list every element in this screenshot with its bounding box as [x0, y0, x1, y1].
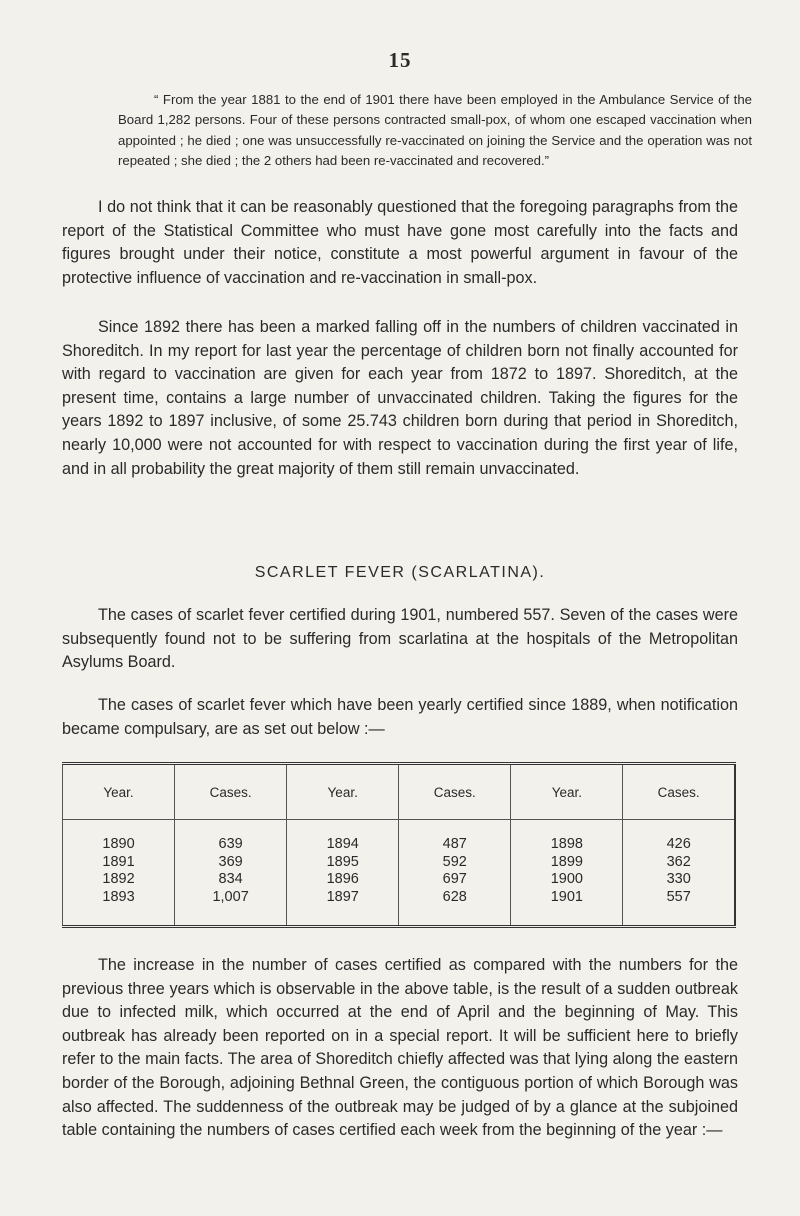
paragraph-cases-1901: The cases of scarlet fever certified during 1901, numbered 557. Seven of the cases were subsequently found not to be suffering from scarlatina at the hospitals of the Metropolitan Asylums Board.: [62, 606, 738, 672]
table-cell: 426: [666, 836, 691, 852]
table-cell: 369: [218, 853, 243, 870]
table-cell: 1891: [102, 853, 135, 870]
table-cell: 1894: [326, 836, 359, 852]
table-cell: 1898: [550, 836, 583, 852]
table-cell: 1892: [102, 871, 135, 887]
year-column: [287, 820, 399, 927]
page-number: 15: [388, 48, 412, 72]
header-year: Year.: [63, 764, 175, 820]
paragraph-vaccination-argument: I do not think that it can be reasonably questioned that the foregoing paragraphs from the report of the Statistical Committee who must have gone most carefully into the facts and figures brought under their notice, constitute a most powerful argument in favour of the protective influence of vaccination and re-vaccination in small-pox.: [62, 198, 738, 287]
table-cell: 1900: [550, 871, 583, 887]
header-cases: Cases.: [175, 764, 287, 820]
table-cell: 1895: [326, 853, 359, 870]
paragraph-outbreak-explanation: The increase in the number of cases certified as compared with the numbers for the previous three years which is observable in the above table, is the result of a sudden outbreak due to infected milk, which occurred at the end of April and the beginning of May. This outbreak has already been reported on in a special report. It will be sufficient here to briefly refer to the main facts. The area of Shoreditch chiefly affected was that lying along the eastern border of the Borough, adjoining Bethnal Green, the contiguous portion of which Borough was also affected. The suddenness of the outbreak may be judged of by a glance at the subjoined table containing the numbers of cases certified each week from the beginning of the year :—: [62, 956, 738, 1140]
table-cell: 1901: [550, 888, 583, 905]
table-header-row: [63, 764, 736, 820]
header-cases: Cases.: [399, 764, 511, 820]
cases-column: [623, 820, 735, 927]
scarlet-fever-cases-table: [62, 762, 736, 928]
table-cell: 1,007: [212, 888, 249, 905]
header-year: Year.: [511, 764, 623, 820]
table-cell: 362: [666, 853, 691, 870]
table-cell: 557: [666, 888, 691, 905]
quoted-committee-paragraph: “ From the year 1881 to the end of 1901 there have been employed in the Ambulance Service of the Board 1,282 persons. Four of these persons contracted small-pox, of whom one escaped vaccination when appointed ; he died ; one was unsuccessfully re-vaccinated on joining the Service and the operation was not repeated ; she died ; the 2 others had been re-vaccinated and recovered.”: [118, 92, 752, 168]
table-cell: 330: [666, 871, 691, 887]
table-row: [63, 820, 736, 927]
table-cell: 1897: [326, 888, 359, 905]
table-cell: 639: [218, 836, 243, 852]
cases-column: [175, 820, 287, 927]
year-column: [511, 820, 623, 927]
table-cell: 592: [442, 853, 467, 870]
cases-column: [399, 820, 511, 927]
year-column: [63, 820, 175, 927]
table-cell: 834: [218, 871, 243, 887]
paragraph-yearly-intro: The cases of scarlet fever which have been yearly certified since 1889, when notification became compulsary, are as set out below :—: [62, 696, 738, 738]
paragraph-shoreditch-vaccination: Since 1892 there has been a marked falling off in the numbers of children vaccinated in Shoreditch. In my report for last year the percentage of children born not finally accounted for with regard to vaccination are given for each year from 1872 to 1897. Shoreditch, at the present time, contains a large number of unvaccinated children. Taking the figures for the years 1892 to 1897 inclusive, of some 25.743 children born during that period in Shoreditch, nearly 10,000 were not accounted for with respect to vaccination during the first year of life, and in all probability the great majority of them still remain unvaccinated.: [62, 318, 738, 478]
header-cases: Cases.: [623, 764, 735, 820]
section-heading-scarlet-fever: SCARLET FEVER (SCARLATINA).: [254, 564, 546, 581]
header-year: Year.: [287, 764, 399, 820]
table-cell: 1899: [550, 853, 583, 870]
table-cell: 487: [442, 836, 467, 852]
table-cell: 1890: [102, 836, 135, 852]
table-cell: 697: [442, 871, 467, 887]
table-cell: 1893: [102, 888, 135, 905]
table-cell: 628: [442, 888, 467, 905]
table-cell: 1896: [326, 871, 359, 887]
